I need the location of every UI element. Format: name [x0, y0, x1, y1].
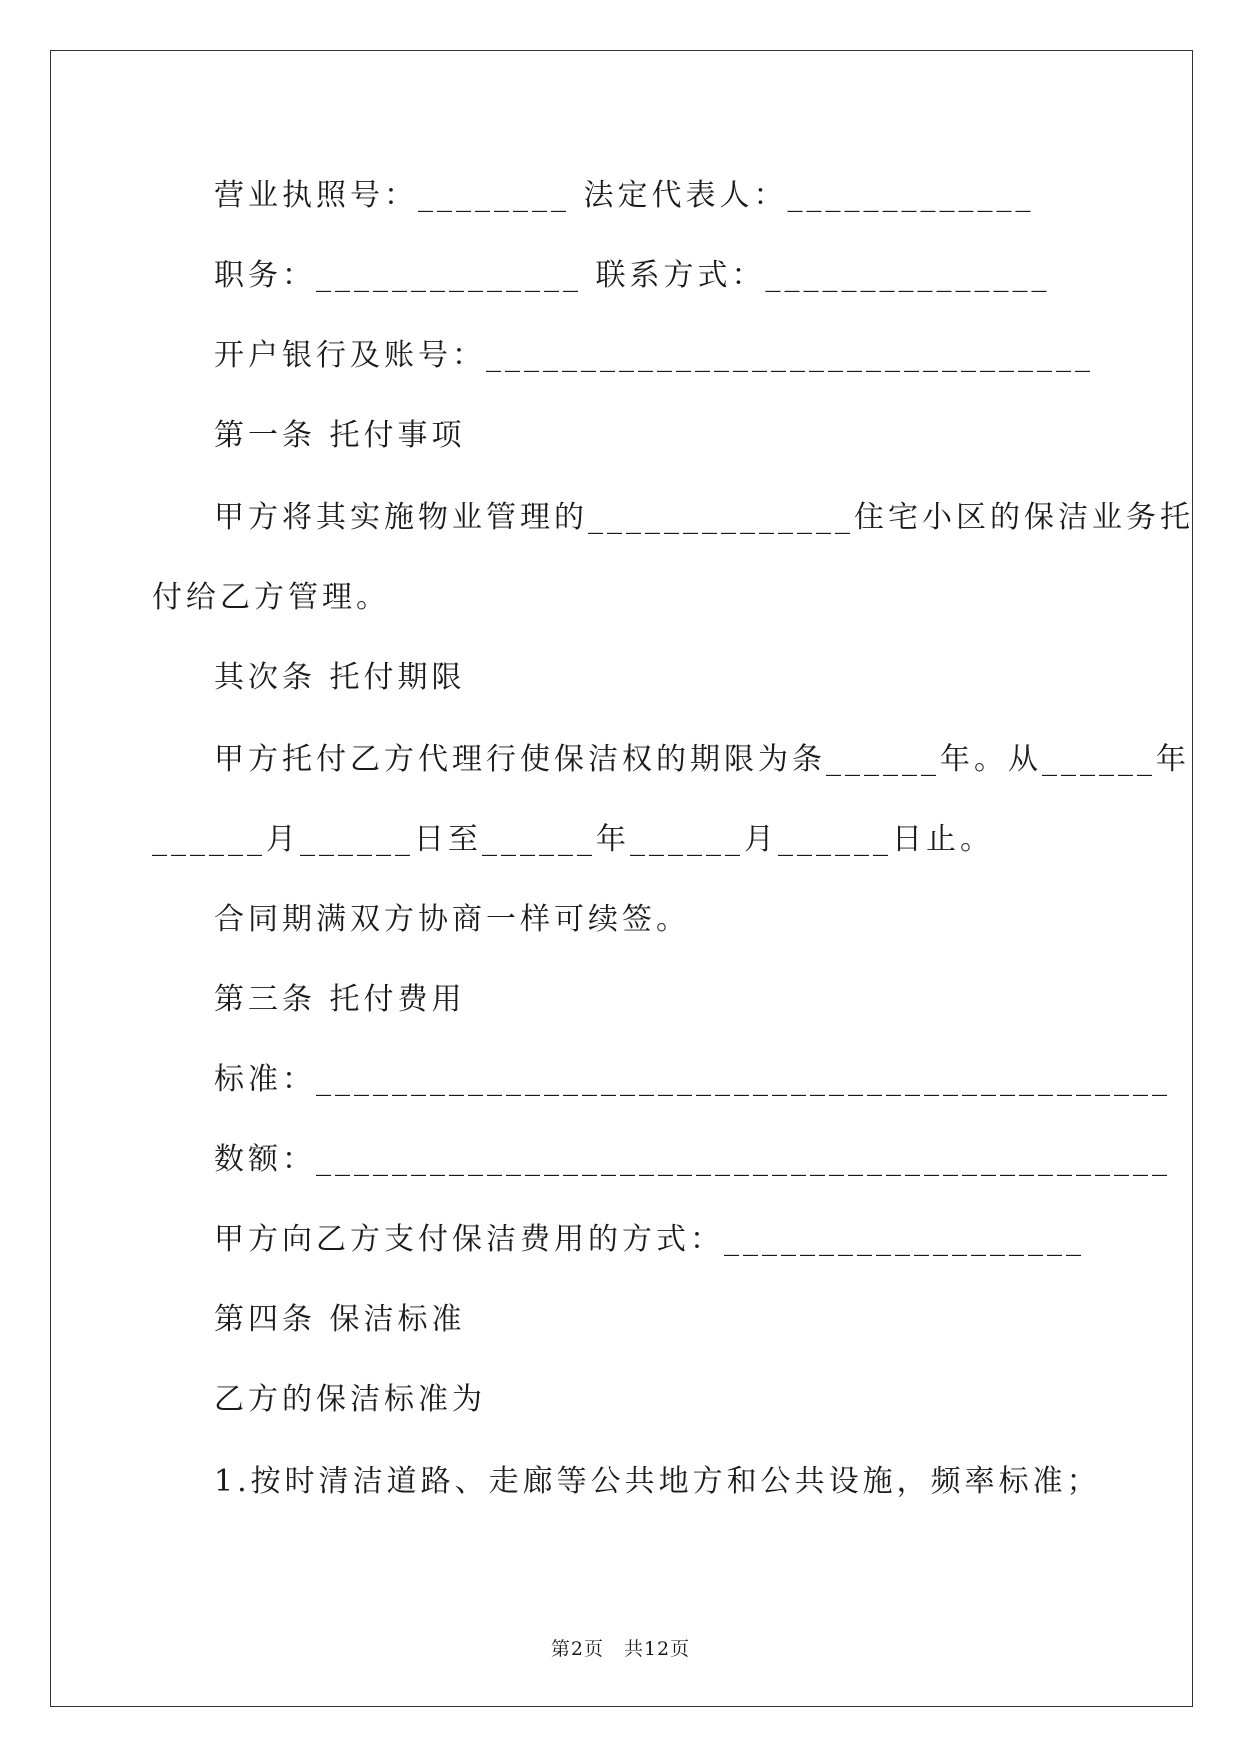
page-number-footer: 第2页 共12页	[550, 1638, 691, 1660]
text-line: 甲方将其实施物业管理的______________住宅小区的保洁业务托	[214, 500, 1194, 535]
text-line: 付给乙方管理。	[152, 580, 390, 615]
text-line: 职务：______________ 联系方式：_______________	[214, 258, 1051, 293]
text-line: 营业执照号：________ 法定代表人：_____________	[214, 178, 1035, 213]
section-heading: 第四条 保洁标准	[214, 1302, 466, 1337]
text-line: ______月______日至______年______月______日止。	[152, 822, 994, 857]
section-heading: 第一条 托付事项	[214, 418, 466, 453]
text-line: 1.按时清洁道路、走廊等公共地方和公共设施，频率标准；	[214, 1464, 1101, 1499]
text-line: 标准：_____________________________________________	[214, 1062, 1171, 1097]
text-line: 开户银行及账号：________________________________	[214, 338, 1094, 373]
page-border	[50, 50, 1193, 1707]
section-heading: 第三条 托付费用	[214, 982, 466, 1017]
text-line: 数额：_____________________________________________	[214, 1142, 1171, 1177]
text-line: 甲方托付乙方代理行使保洁权的期限为条______年。从______年	[214, 742, 1190, 777]
section-heading: 其次条 托付期限	[214, 660, 466, 695]
text-line: 合同期满双方协商一样可续签。	[214, 902, 690, 937]
text-line: 甲方向乙方支付保洁费用的方式：___________________	[214, 1222, 1085, 1257]
text-line: 乙方的保洁标准为	[214, 1382, 486, 1417]
